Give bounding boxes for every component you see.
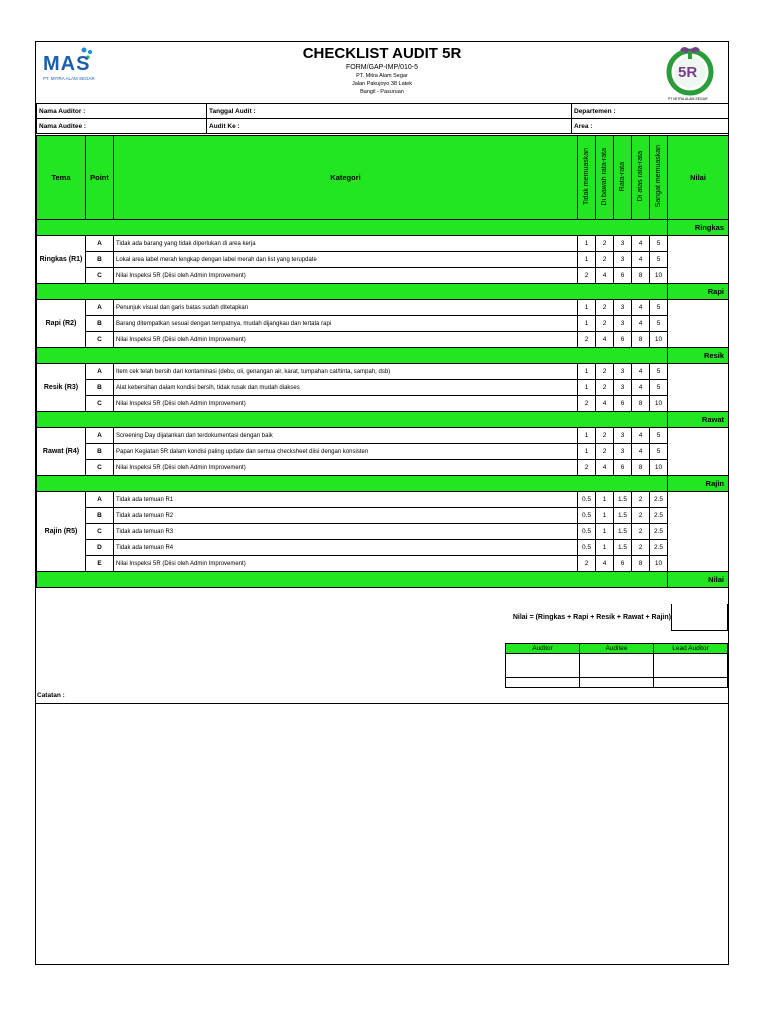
table-row — [37, 252, 729, 268]
score-option[interactable]: 1 — [596, 492, 614, 508]
band-label: Resik — [668, 348, 729, 364]
lead-auditor-name-field[interactable] — [654, 678, 728, 688]
score-option[interactable]: 10 — [650, 332, 668, 348]
section-band-resik — [37, 348, 729, 364]
score-option[interactable]: 1.5 — [614, 492, 632, 508]
point-cell: C — [86, 524, 114, 540]
score-option[interactable]: 1 — [578, 364, 596, 380]
score-option[interactable]: 1 — [596, 508, 614, 524]
score-option[interactable]: 6 — [614, 460, 632, 476]
nilai-field[interactable] — [668, 236, 729, 284]
score-option[interactable]: 4 — [596, 332, 614, 348]
band-fill — [37, 412, 668, 428]
score-option[interactable]: 0.5 — [578, 524, 596, 540]
score-option[interactable]: 5 — [650, 364, 668, 380]
score-option[interactable]: 4 — [632, 300, 650, 316]
company-address-line1: Jalan Pakujoyo 38 Latek — [352, 81, 412, 87]
score-option[interactable]: 2.5 — [650, 492, 668, 508]
table-row — [37, 364, 729, 380]
score-option[interactable]: 4 — [632, 316, 650, 332]
score-option[interactable]: 6 — [614, 396, 632, 412]
tema-cell: Rapi (R2) — [37, 300, 86, 348]
band-fill — [37, 220, 668, 236]
score-option[interactable]: 5 — [650, 444, 668, 460]
kategori-cell: Tidak ada temuan R1 — [114, 492, 578, 508]
score-option[interactable]: 3 — [614, 380, 632, 396]
score-option[interactable]: 0.5 — [578, 492, 596, 508]
score-option[interactable]: 1 — [578, 316, 596, 332]
auditee-header: Auditee — [580, 644, 654, 654]
kategori-cell: Papan Kegiatan 5R dalam kondisi paling update dan semua checksheet diisi dengan konsisten — [114, 444, 578, 460]
score-option[interactable]: 3 — [614, 364, 632, 380]
nilai-field[interactable] — [668, 364, 729, 412]
auditor-header: Auditor — [506, 644, 580, 654]
point-cell: A — [86, 428, 114, 444]
point-cell: A — [86, 300, 114, 316]
score-option[interactable]: 4 — [596, 460, 614, 476]
departemen-field[interactable]: Departemen : — [572, 104, 729, 119]
score-option[interactable]: 1 — [578, 300, 596, 316]
kategori-cell: Barang ditempatkan sesuai dengan tempatnya, mudah dijangkau dan tertata rapi — [114, 316, 578, 332]
kategori-cell: Item cek telah bersih dari kontaminasi (debu, oli, genangan air, karat, tumpahan cat/tinta, sampah, dsb) — [114, 364, 578, 380]
score-option[interactable]: 4 — [632, 236, 650, 252]
point-cell: C — [86, 332, 114, 348]
score-option[interactable]: 2 — [596, 236, 614, 252]
kategori-cell: Tidak ada barang yang tidak diperlukan di area kerja — [114, 236, 578, 252]
audit-ke-field[interactable]: Audit Ke : — [207, 119, 572, 134]
point-cell: B — [86, 444, 114, 460]
score-option[interactable]: 5 — [650, 428, 668, 444]
score-option[interactable]: 2 — [632, 540, 650, 556]
score-option[interactable]: 1.5 — [614, 524, 632, 540]
score-option[interactable]: 1 — [578, 380, 596, 396]
point-cell: A — [86, 236, 114, 252]
table-row — [37, 268, 729, 284]
score-option[interactable]: 4 — [632, 364, 650, 380]
score-option[interactable]: 8 — [632, 332, 650, 348]
score-option[interactable]: 4 — [632, 380, 650, 396]
score-option[interactable]: 5 — [650, 236, 668, 252]
company-name: PT. Mitra Alam Segar — [356, 73, 408, 79]
score-option[interactable]: 8 — [632, 396, 650, 412]
point-cell: E — [86, 556, 114, 572]
score-option[interactable]: 0.5 — [578, 540, 596, 556]
band-label: Nilai — [668, 572, 729, 588]
kategori-cell: Nilai Inspeksi 5R (Diisi oleh Admin Improvement) — [114, 556, 578, 572]
header-point: Point — [86, 136, 114, 220]
table-row — [37, 300, 729, 316]
scale-label: Sangat memuaskan — [655, 145, 662, 208]
kategori-cell: Nilai Inspeksi 5R (Diisi oleh Admin Improvement) — [114, 396, 578, 412]
header-scale-1 — [578, 136, 596, 220]
table-row — [37, 332, 729, 348]
auditee-name-field[interactable] — [580, 678, 654, 688]
header-scale-3 — [614, 136, 632, 220]
score-option[interactable]: 2 — [632, 492, 650, 508]
point-cell: C — [86, 396, 114, 412]
area-field[interactable]: Area : — [572, 119, 729, 134]
catatan-label: Catatan : — [37, 692, 65, 699]
score-option[interactable]: 2.5 — [650, 508, 668, 524]
score-option[interactable]: 2 — [578, 268, 596, 284]
score-option[interactable]: 2 — [632, 524, 650, 540]
score-option[interactable]: 4 — [596, 268, 614, 284]
header-tema: Tema — [37, 136, 86, 220]
score-option[interactable]: 2 — [596, 252, 614, 268]
lead-auditor-header: Lead Auditor — [654, 644, 728, 654]
score-option[interactable]: 5 — [650, 380, 668, 396]
document-title: CHECKLIST AUDIT 5R — [302, 45, 462, 62]
table-row — [37, 556, 729, 572]
score-option[interactable]: 4 — [596, 396, 614, 412]
score-option[interactable]: 0.5 — [578, 508, 596, 524]
table-row — [37, 380, 729, 396]
band-fill — [37, 284, 668, 300]
section-band-rawat — [37, 412, 729, 428]
point-cell: B — [86, 380, 114, 396]
score-option[interactable]: 3 — [614, 316, 632, 332]
mas-logo-subtext: PT. MITRA ALAM SEGAR — [43, 76, 95, 81]
table-row — [37, 428, 729, 444]
table-row — [37, 492, 729, 508]
total-score-field[interactable] — [671, 604, 728, 631]
band-label: Rawat — [668, 412, 729, 428]
score-option[interactable]: 2 — [596, 364, 614, 380]
table-row — [37, 524, 729, 540]
header-scale-2 — [596, 136, 614, 220]
scale-label: Tidak memuaskan — [583, 148, 590, 205]
score-option[interactable]: 2 — [578, 396, 596, 412]
section-band-ringkas — [37, 220, 729, 236]
point-cell: C — [86, 460, 114, 476]
kategori-cell: Nilai Inspeksi 5R (Diisi oleh Admin Improvement) — [114, 460, 578, 476]
5r-logo-text: 5R — [678, 64, 698, 81]
5r-logo — [666, 44, 716, 104]
score-option[interactable]: 2 — [596, 300, 614, 316]
nama-auditee-field[interactable]: Nama Auditee : — [37, 119, 207, 134]
point-cell: B — [86, 316, 114, 332]
band-fill — [37, 476, 668, 492]
final-nilai-band — [37, 572, 729, 588]
nilai-field[interactable] — [668, 428, 729, 476]
table-row — [37, 508, 729, 524]
score-option[interactable]: 6 — [614, 332, 632, 348]
checklist-table — [36, 135, 729, 588]
score-option[interactable]: 2 — [596, 428, 614, 444]
auditor-name-field[interactable] — [506, 678, 580, 688]
score-option[interactable]: 10 — [650, 460, 668, 476]
section-band-rajin — [37, 476, 729, 492]
point-cell: D — [86, 540, 114, 556]
band-label: Rajin — [668, 476, 729, 492]
form-code: FORM/GAP-IMP/010-5 — [346, 64, 418, 71]
score-option[interactable]: 4 — [632, 252, 650, 268]
score-option[interactable]: 5 — [650, 316, 668, 332]
score-option[interactable]: 6 — [614, 268, 632, 284]
nama-auditor-field[interactable]: Nama Auditor : — [37, 104, 207, 119]
score-option[interactable]: 10 — [650, 556, 668, 572]
score-option[interactable]: 6 — [614, 556, 632, 572]
score-option[interactable]: 1 — [578, 236, 596, 252]
header-scale-4 — [632, 136, 650, 220]
score-option[interactable]: 5 — [650, 252, 668, 268]
auditor-signature-field[interactable] — [506, 654, 580, 678]
kategori-cell: Nilai Inspeksi 5R (Diisi oleh Admin Improvement) — [114, 268, 578, 284]
score-option[interactable]: 2 — [596, 316, 614, 332]
kategori-cell: Tidak ada temuan R3 — [114, 524, 578, 540]
score-option[interactable]: 3 — [614, 428, 632, 444]
signature-table — [505, 643, 728, 688]
score-option[interactable]: 2 — [596, 444, 614, 460]
band-label: Ringkas — [668, 220, 729, 236]
5r-logo-subtext: PT MITRA ALAM SEGAR — [668, 97, 708, 101]
band-fill — [37, 572, 668, 588]
section-band-rapi — [37, 284, 729, 300]
score-option[interactable]: 1 — [596, 524, 614, 540]
score-option[interactable]: 3 — [614, 236, 632, 252]
band-label: Rapi — [668, 284, 729, 300]
header-kategori: Kategori — [114, 136, 578, 220]
table-row — [37, 316, 729, 332]
table-row — [37, 396, 729, 412]
header-scale-5 — [650, 136, 668, 220]
score-option[interactable]: 2 — [578, 556, 596, 572]
score-option[interactable]: 2 — [596, 380, 614, 396]
nilai-field[interactable] — [668, 492, 729, 572]
score-option[interactable]: 1 — [596, 540, 614, 556]
score-option[interactable]: 2 — [632, 508, 650, 524]
kategori-cell: Tidak ada temuan R4 — [114, 540, 578, 556]
scale-label: Rata-rata — [619, 161, 626, 192]
score-option[interactable]: 2 — [578, 332, 596, 348]
company-address-line2: Bangil - Pasuruan — [360, 89, 404, 95]
mas-logo-text: MAS — [43, 53, 91, 75]
audit-info-table — [36, 103, 729, 134]
score-option[interactable]: 4 — [632, 428, 650, 444]
score-option[interactable]: 10 — [650, 396, 668, 412]
score-option[interactable]: 8 — [632, 268, 650, 284]
score-option[interactable]: 1 — [578, 444, 596, 460]
score-option[interactable]: 1 — [578, 428, 596, 444]
score-option[interactable]: 1.5 — [614, 540, 632, 556]
score-option[interactable]: 10 — [650, 268, 668, 284]
tanggal-audit-field[interactable]: Tanggal Audit : — [207, 104, 572, 119]
table-row — [37, 236, 729, 252]
audit-form-sheet — [35, 41, 729, 965]
formula-area — [36, 604, 728, 634]
kategori-cell: Penunjuk visual dan garis batas sudah ditetapkan — [114, 300, 578, 316]
header-nilai: Nilai — [668, 136, 729, 220]
tema-cell: Rajin (R5) — [37, 492, 86, 572]
scale-label: Di atas rata-rata — [637, 151, 644, 202]
score-option[interactable]: 2.5 — [650, 524, 668, 540]
tema-cell: Rawat (R4) — [37, 428, 86, 476]
score-option[interactable]: 1 — [578, 252, 596, 268]
lead-auditor-signature-field[interactable] — [654, 654, 728, 678]
nilai-field[interactable] — [668, 300, 729, 348]
auditee-signature-field[interactable] — [580, 654, 654, 678]
point-cell: B — [86, 508, 114, 524]
score-option[interactable]: 4 — [632, 444, 650, 460]
kategori-cell: Alat kebersihan dalam kondisi bersih, tidak rusak dan mudah diakses — [114, 380, 578, 396]
point-cell: A — [86, 492, 114, 508]
table-row — [37, 540, 729, 556]
score-option[interactable]: 3 — [614, 252, 632, 268]
kategori-cell: Lokal area label merah lengkap dengan label merah dan list yang terupdate — [114, 252, 578, 268]
formula-text: Nilai = (Ringkas + Rapi + Resik + Rawat + Rajin) — [512, 614, 671, 621]
score-option[interactable]: 5 — [650, 300, 668, 316]
point-cell: C — [86, 268, 114, 284]
score-option[interactable]: 8 — [632, 460, 650, 476]
catatan-divider — [36, 703, 728, 704]
score-option[interactable]: 1.5 — [614, 508, 632, 524]
score-option[interactable]: 3 — [614, 300, 632, 316]
tema-cell: Ringkas (R1) — [37, 236, 86, 284]
score-option[interactable]: 3 — [614, 444, 632, 460]
score-option[interactable]: 2.5 — [650, 540, 668, 556]
point-cell: A — [86, 364, 114, 380]
band-fill — [37, 348, 668, 364]
kategori-cell: Screening Day dijalankan dan terdokumentasi dengan baik — [114, 428, 578, 444]
score-option[interactable]: 8 — [632, 556, 650, 572]
score-option[interactable]: 2 — [578, 460, 596, 476]
kategori-cell: Tidak ada temuan R2 — [114, 508, 578, 524]
scale-label: Di bawah rata-rata — [601, 147, 608, 206]
kategori-cell: Nilai Inspeksi 5R (Diisi oleh Admin Improvement) — [114, 332, 578, 348]
tema-cell: Resik (R3) — [37, 364, 86, 412]
table-row — [37, 444, 729, 460]
table-row — [37, 460, 729, 476]
score-option[interactable]: 4 — [596, 556, 614, 572]
point-cell: B — [86, 252, 114, 268]
